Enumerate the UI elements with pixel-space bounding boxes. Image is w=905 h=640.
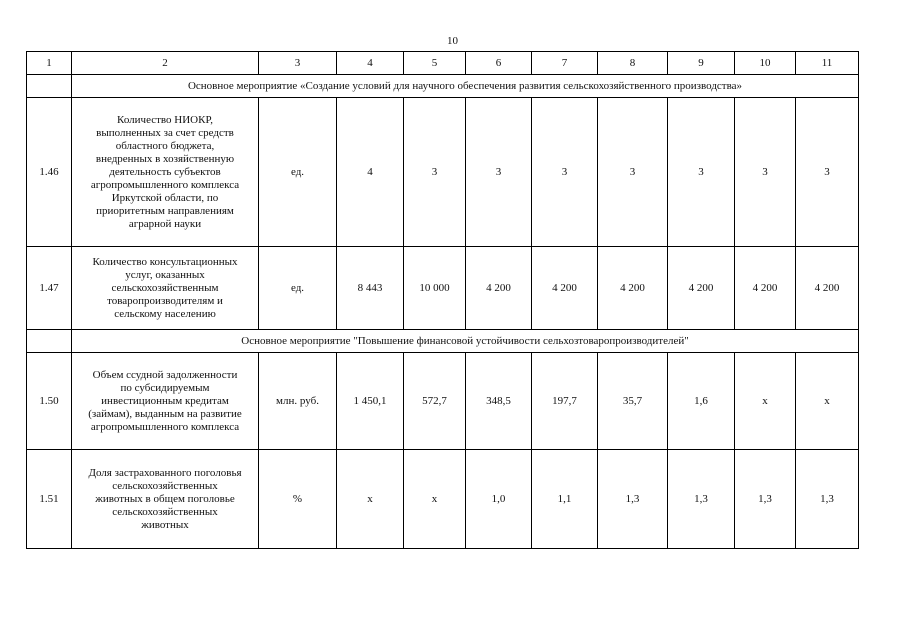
row-value: 4 — [337, 98, 404, 247]
row-number: 1.46 — [27, 98, 72, 247]
indicator-table — [26, 51, 859, 549]
row-number: 1.50 — [27, 353, 72, 450]
description-line: Доля застрахованного поголовья — [88, 466, 242, 479]
column-header: 6 — [466, 52, 532, 75]
table-row — [27, 247, 859, 330]
table-row — [27, 98, 859, 247]
row-value: 1,0 — [466, 450, 532, 549]
description-line: деятельность субъектов — [109, 165, 221, 178]
row-value: 4 200 — [796, 247, 859, 330]
description-line: животных в общем поголовье — [95, 492, 235, 505]
row-unit: ед. — [259, 98, 337, 247]
description-line: приоритетным направлениям — [96, 204, 234, 217]
row-value: 3 — [404, 98, 466, 247]
row-value: 1 450,1 — [337, 353, 404, 450]
description-line: сельскохозяйственным — [111, 281, 219, 294]
description-line: Иркутской области, по — [111, 191, 219, 204]
description-line: выполненных за счет средств — [96, 126, 234, 139]
description-line: внедренных в хозяйственную — [95, 152, 235, 165]
row-number: 1.51 — [27, 450, 72, 549]
description-line: агропромышленного комплекса — [90, 178, 240, 191]
description-line: товаропроизводителям и — [107, 294, 223, 307]
column-header: 2 — [72, 52, 259, 75]
column-header: 3 — [259, 52, 337, 75]
description-line: животных — [141, 518, 189, 531]
table-row — [27, 450, 859, 549]
row-value: 3 — [668, 98, 735, 247]
row-value: х — [337, 450, 404, 549]
row-value: 197,7 — [532, 353, 598, 450]
description-line: аграрной науки — [128, 217, 202, 230]
section-number-cell — [27, 75, 72, 98]
row-value: х — [404, 450, 466, 549]
section-title: Основное мероприятие "Повышение финансовой устойчивости сельхозтоваропроизводителей" — [72, 330, 859, 353]
description-line: по субсидируемым — [120, 381, 210, 394]
row-value: х — [796, 353, 859, 450]
row-value: 3 — [466, 98, 532, 247]
column-header: 9 — [668, 52, 735, 75]
row-value: 4 200 — [466, 247, 532, 330]
table-header-row — [27, 52, 859, 75]
column-header: 5 — [404, 52, 466, 75]
row-value: 35,7 — [598, 353, 668, 450]
description-line: сельскохозяйственных — [112, 505, 218, 518]
section-number-cell — [27, 330, 72, 353]
description-line: сельскохозяйственных — [112, 479, 218, 492]
row-unit: ед. — [259, 247, 337, 330]
row-value: 1,3 — [598, 450, 668, 549]
column-header: 11 — [796, 52, 859, 75]
row-number: 1.47 — [27, 247, 72, 330]
column-header: 8 — [598, 52, 668, 75]
description-line: (займам), выданным на развитие — [88, 407, 242, 420]
row-value: 348,5 — [466, 353, 532, 450]
row-value: 4 200 — [532, 247, 598, 330]
description-line: областного бюджета, — [115, 139, 215, 152]
description-line: Объем ссудной задолженности — [92, 368, 238, 381]
column-header: 10 — [735, 52, 796, 75]
row-value: 4 200 — [668, 247, 735, 330]
description-line: Количество НИОКР, — [117, 113, 213, 126]
column-header: 1 — [27, 52, 72, 75]
row-unit: % — [259, 450, 337, 549]
description-line: Количество консультационных — [92, 255, 238, 268]
row-value: 572,7 — [404, 353, 466, 450]
row-value: 4 200 — [735, 247, 796, 330]
description-line: сельскому населению — [114, 307, 216, 320]
description-line: инвестиционным кредитам — [101, 394, 229, 407]
row-description — [72, 353, 259, 450]
description-line: услуг, оказанных — [125, 268, 205, 281]
row-unit: млн. руб. — [259, 353, 337, 450]
row-description — [72, 98, 259, 247]
row-description — [72, 450, 259, 549]
row-value: 3 — [532, 98, 598, 247]
row-value: 3 — [735, 98, 796, 247]
section-row — [27, 75, 859, 98]
page-number: 10 — [447, 35, 458, 47]
section-row — [27, 330, 859, 353]
table-row — [27, 353, 859, 450]
row-value: 3 — [598, 98, 668, 247]
row-value: х — [735, 353, 796, 450]
column-header: 7 — [532, 52, 598, 75]
row-value: 1,1 — [532, 450, 598, 549]
row-value: 1,6 — [668, 353, 735, 450]
row-value: 4 200 — [598, 247, 668, 330]
row-value: 3 — [796, 98, 859, 247]
column-header: 4 — [337, 52, 404, 75]
row-value: 10 000 — [404, 247, 466, 330]
row-value: 1,3 — [668, 450, 735, 549]
row-description — [72, 247, 259, 330]
row-value: 1,3 — [735, 450, 796, 549]
row-value: 8 443 — [337, 247, 404, 330]
description-line: агропромышленного комплекса — [90, 420, 240, 433]
row-value: 1,3 — [796, 450, 859, 549]
section-title: Основное мероприятие «Создание условий для научного обеспечения развития сельскохозяйственного производства» — [72, 75, 859, 98]
